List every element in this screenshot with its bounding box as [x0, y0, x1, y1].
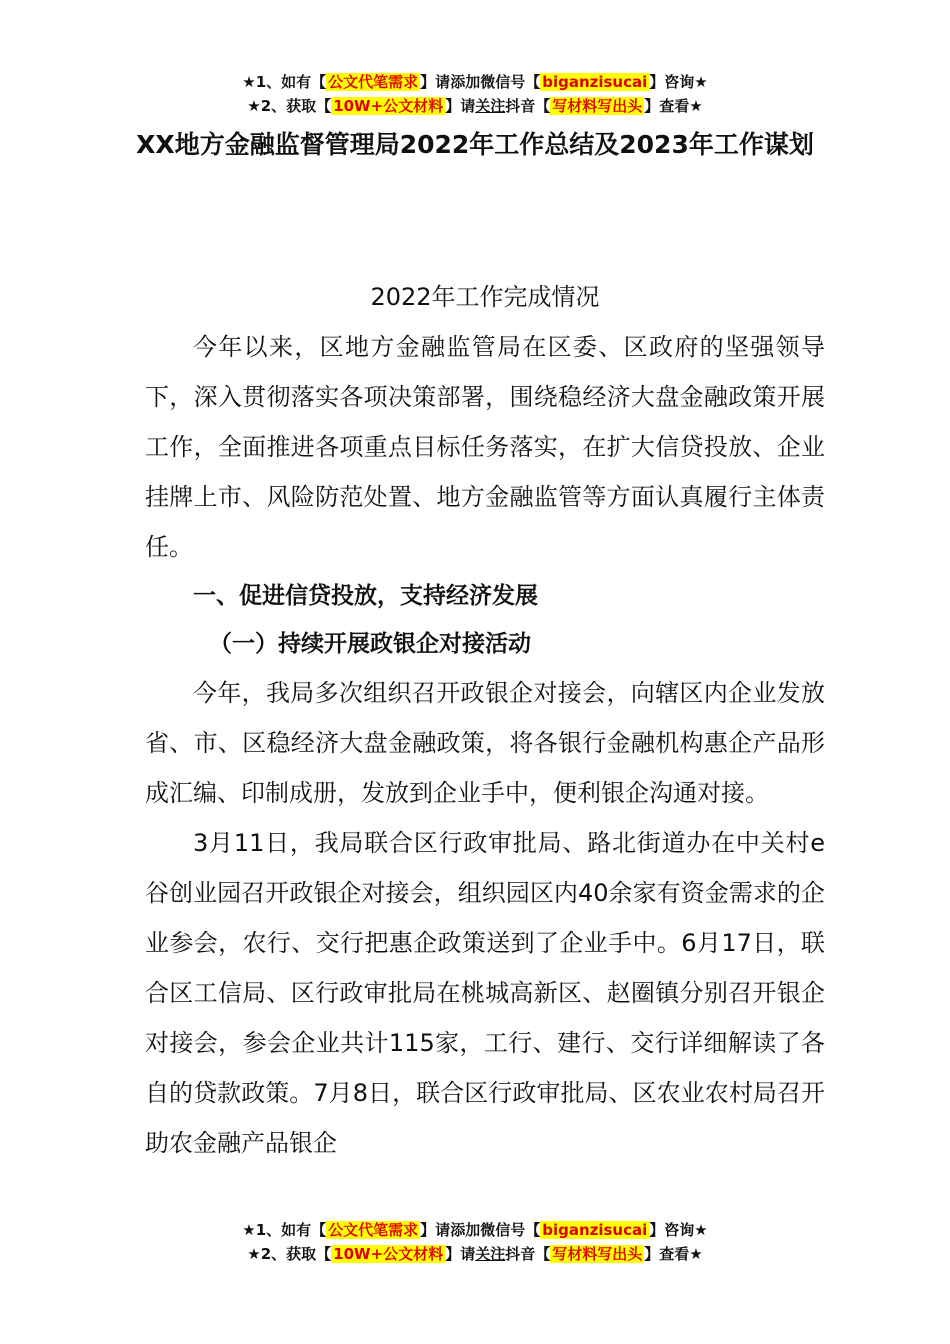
promo-highlight: 10W+公文材料 [333, 1245, 444, 1263]
promo-text: 抖音【 [505, 1245, 551, 1263]
promo-highlight: 写材料写出头 [552, 1245, 643, 1263]
body-paragraph: 3月11日，我局联合区行政审批局、路北街道办在中关村e谷创业园召开政银企对接会，组织园区内40余家有资金需求的企业参会，农行、交行把惠企政策送到了企业手中。6月17日，联合区工信局、区行政审批局在桃城高新区、赵圈镇分别召开银企对接会，参会企业共计115家，工行、建行、交行详细解读了各自的贷款政策。7月8日，联合区行政审批局、区农业农村局召开助农金融产品银企 [145, 829, 825, 1157]
promo-text: 】查看★ [644, 1245, 703, 1263]
promo-text: ★2、获取【 [247, 97, 332, 115]
promo-text: 】咨询★ [649, 73, 708, 91]
promo-emphasis: 添加 [450, 1221, 481, 1239]
promo-emphasis: 添加 [450, 73, 481, 91]
promo-highlight: biganzisucai [542, 1221, 648, 1239]
promo-text: 】请 [420, 1221, 451, 1239]
body-paragraph: 今年，我局多次组织召开政银企对接会，向辖区内企业发放省、市、区稳经济大盘金融政策，将各银行金融机构惠企产品形成汇编、印制成册，发放到企业手中，便利银企沟通对接。 [145, 679, 825, 807]
promo-text: 】请 [445, 97, 476, 115]
heading-level-2: （一）持续开展政银企对接活动 [209, 631, 531, 657]
promo-highlight: 公文代笔需求 [328, 1221, 419, 1239]
promo-text: 抖音【 [505, 97, 551, 115]
promo-text: ★1、如有【 [242, 73, 327, 91]
promo-text: 微信号【 [480, 1221, 541, 1239]
heading-level-1: 一、促进信贷投放，支持经济发展 [193, 583, 538, 609]
promo-highlight: 写材料写出头 [552, 97, 643, 115]
document-body [145, 272, 825, 1168]
promo-line-1 [0, 1218, 950, 1242]
promo-text: 】请 [420, 73, 451, 91]
promo-banner-bottom [0, 1218, 950, 1266]
promo-line-1 [0, 70, 950, 94]
promo-highlight: 公文代笔需求 [328, 73, 419, 91]
promo-text: ★2、获取【 [247, 1245, 332, 1263]
promo-text: 微信号【 [480, 73, 541, 91]
promo-text: 】咨询★ [649, 1221, 708, 1239]
intro-paragraph: 今年以来，区地方金融监管局在区委、区政府的坚强领导下，深入贯彻落实各项决策部署，围绕稳经济大盘金融政策开展工作，全面推进各项重点目标任务落实，在扩大信贷投放、企业挂牌上市、风险防范处置、地方金融监管等方面认真履行主体责任。 [145, 333, 825, 561]
document-title: XX地方金融监督管理局2022年工作总结及2023年工作谋划 [136, 130, 814, 159]
promo-text: ★1、如有【 [242, 1221, 327, 1239]
promo-highlight: biganzisucai [542, 73, 648, 91]
promo-line-2 [0, 1242, 950, 1266]
promo-text: 】查看★ [644, 97, 703, 115]
promo-highlight: 10W+公文材料 [333, 97, 444, 115]
section-heading: 2022年工作完成情况 [370, 283, 600, 311]
promo-text: 】请 [445, 1245, 476, 1263]
promo-emphasis: 关注 [475, 97, 506, 115]
promo-banner-top [0, 70, 950, 118]
promo-emphasis: 关注 [475, 1245, 506, 1263]
promo-line-2 [0, 94, 950, 118]
